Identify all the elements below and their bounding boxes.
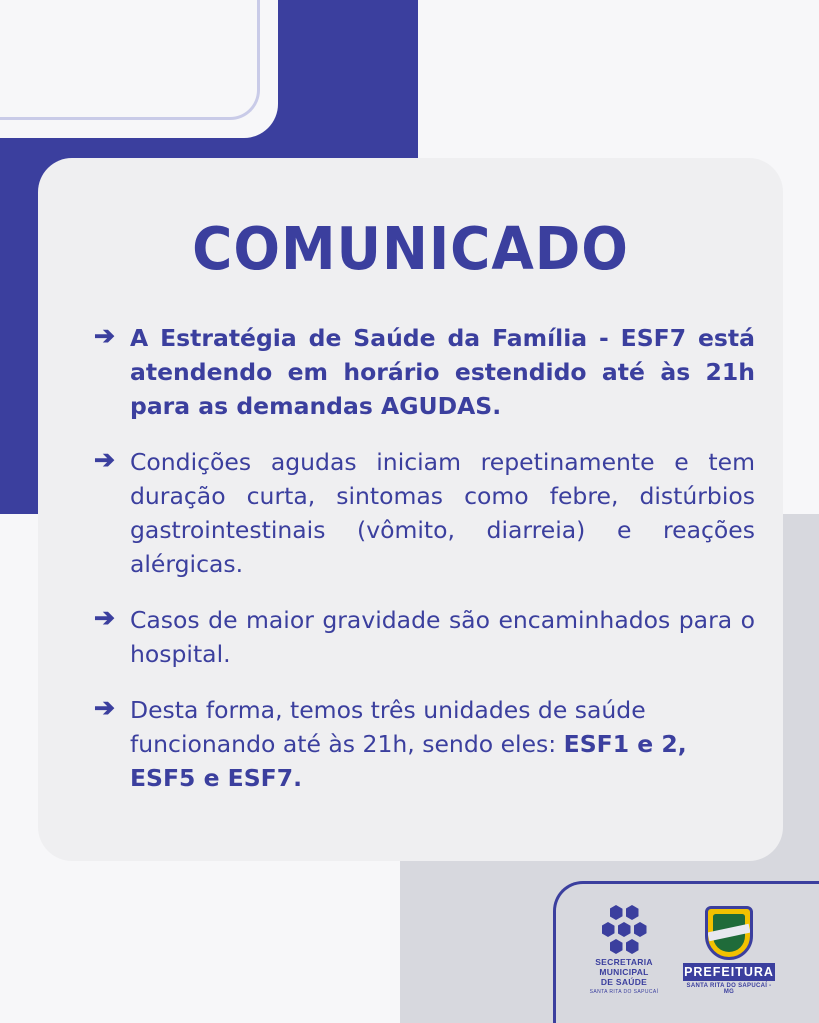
list-item xyxy=(94,693,755,795)
hexagon-cluster-icon xyxy=(591,905,657,953)
list-item-text-plain: Desta forma, temos três unidades de saúde funcionando até às 21h, sendo eles: xyxy=(130,696,646,758)
list-item-text-emphasis: ESF1 e 2, ESF5 e ESF7. xyxy=(130,730,687,792)
health-secretary-line1: SECRETARIA xyxy=(595,957,653,967)
list-item-text xyxy=(130,693,755,795)
arrow-right-icon: ➔ xyxy=(94,446,115,474)
list-item-text: Condições agudas iniciam repetinamente e tem duração curta, sintomas como febre, distúrbios gastrointestinais (vômito, diarreia) e reações alérgicas. xyxy=(130,448,755,578)
health-secretary-line3: DE SAÚDE xyxy=(600,977,648,987)
thin-line-top-left xyxy=(0,0,260,120)
page-title: COMUNICADO xyxy=(192,214,629,283)
list-item xyxy=(94,321,755,423)
list-item-text: A Estratégia de Saúde da Família - ESF7 está atendendo em horário estendido até às 21h para as demandas AGUDAS. xyxy=(130,324,755,420)
bullet-list xyxy=(38,321,783,795)
city-hall-label: PREFEITURA xyxy=(684,965,774,979)
logo-group xyxy=(581,905,775,995)
health-secretary-logo xyxy=(581,905,667,995)
list-item-text: Casos de maior gravidade são encaminhados para o hospital. xyxy=(130,606,755,668)
health-secretary-line2: MUNICIPAL xyxy=(599,967,649,977)
city-hall-logo xyxy=(683,906,775,995)
announcement-card xyxy=(38,158,783,861)
list-item xyxy=(94,603,755,671)
list-item xyxy=(94,445,755,581)
health-secretary-subtitle: SANTA RITA DO SAPUCAÍ xyxy=(589,989,659,995)
arrow-right-icon: ➔ xyxy=(94,694,115,722)
arrow-right-icon: ➔ xyxy=(94,604,115,632)
city-hall-subtitle: SANTA RITA DO SAPUCAÍ - MG xyxy=(686,983,772,995)
arrow-right-icon: ➔ xyxy=(94,322,115,350)
coat-of-arms-icon xyxy=(705,906,753,960)
